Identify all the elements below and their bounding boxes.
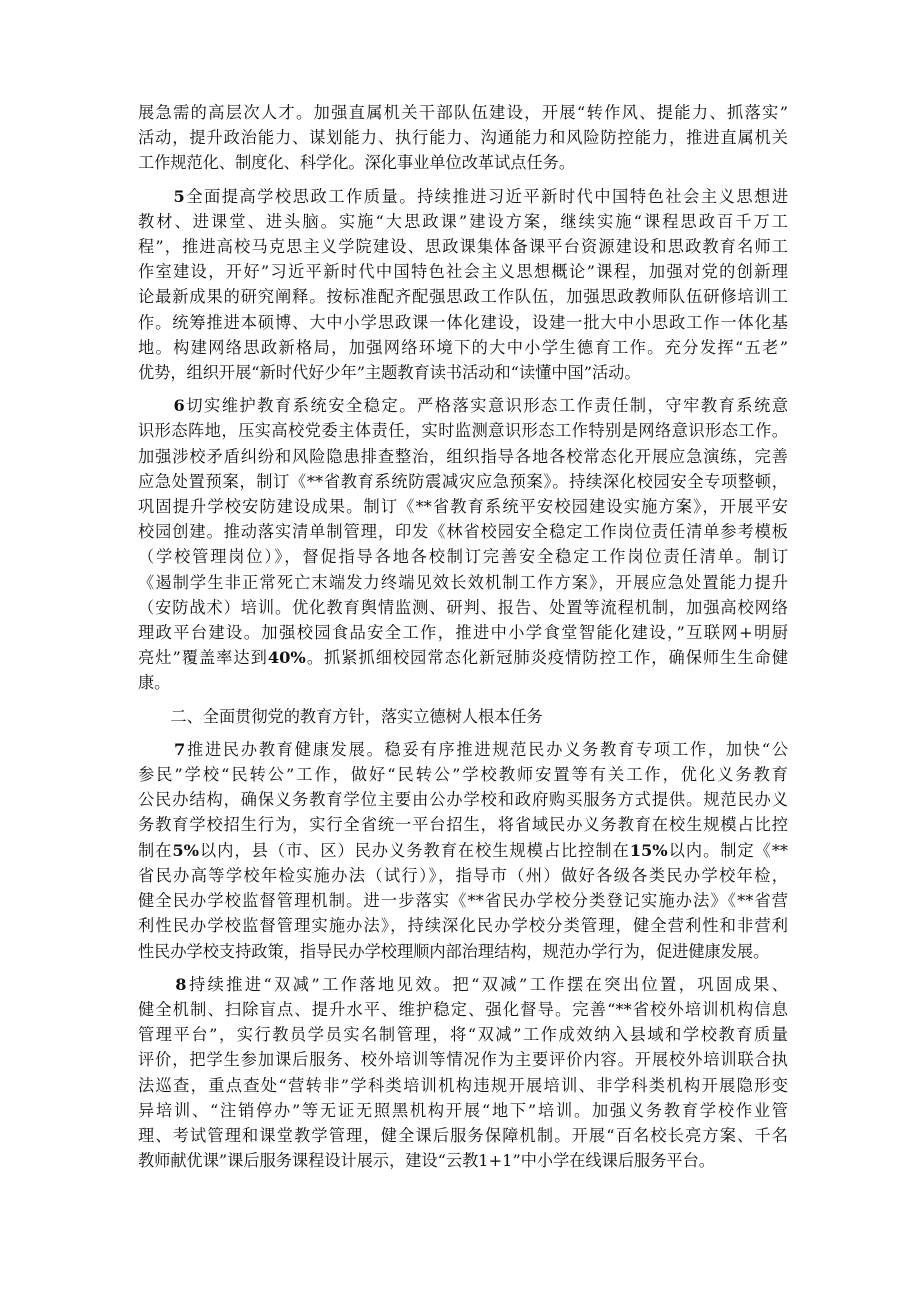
text-line: 作室建设，开好”习近平新时代中国特色社会主义思想概论”课程，加强对党的创新理 <box>138 262 788 282</box>
text-line: 管理平台”，实行教员学员实名制管理，将“双减”工作成效纳入县域和学校教育质量 <box>138 1025 788 1045</box>
text-line: 理、考试管理和课堂教学管理，健全课后服务保障机制。开展“百名校长亮方案、千名 <box>138 1125 788 1145</box>
document-body <box>138 100 788 1173</box>
text-line: 推进民办教育健康发展。稳妥有序推进规范民办义务教育专项工作，加快“公 <box>185 739 789 759</box>
text-line: 省民办高等学校年检实施办法（试行）》，指导市（州）做好各级各类民办学校年检， <box>138 865 788 885</box>
text-line: 展急需的高层次人才。加强直属机关干部队伍建设，开展“转作风、提能力、抓落实” <box>138 103 788 122</box>
paragraph-item-5 <box>138 184 788 386</box>
text-line: 评价，把学生参加课后服务、校外培训等情况作为主要评价内容。开展校外培训联合执 <box>138 1050 788 1070</box>
section-heading <box>138 704 788 729</box>
text-line: 公民办结构，确保义务教育学位主要由公办学校和政府购买服务方式提供。规范民办义 <box>138 790 788 810</box>
text-line: （安防战术）培训。优化教育舆情监测、研判、报告、处置等流程机制，加强高校网络 <box>138 597 788 617</box>
item-number: 5 <box>173 186 185 206</box>
text-line: 健全民办学校监督管理机制。进一步落实《**省民办学校分类登记实施办法》《**省营 <box>138 891 788 911</box>
text-line: 法巡查，重点查处“营转非”学科类培训机构违规开展培训、非学科类机构开展隐形变 <box>138 1075 788 1095</box>
text-line: 健全机制、扫除盲点、提升水平、维护稳定、强化督导。完善“**省校外培训机构信息 <box>138 999 788 1019</box>
text-line: 性民办学校支持政策，指导民办学校理顺内部治理结构，规范办学行为，促进健康发展。 <box>138 941 770 961</box>
text-line: 利性民办学校监督管理实施办法》，持续深化民办学校分类管理，健全营利性和非营利 <box>138 916 788 936</box>
text-line-first <box>138 184 788 209</box>
item-number: 7 <box>173 739 186 759</box>
text-line: 全面提高学校思政工作质量。持续推进习近平新时代中国特色社会主义思想进 <box>184 186 789 206</box>
text-line: （学校管理岗位）》，督促指导各地各校制订完善安全稳定工作岗位责任清单。制订 <box>138 547 788 567</box>
text-line: 切实维护教育系统安全稳定。严格落实意识形态工作责任制，守牢教育系统意 <box>184 396 789 416</box>
text-line: 程”，推进高校马克思主义学院建设、思政课集体备课平台资源建设和思政教育名师工 <box>138 237 788 257</box>
text-line: 教师献优课”课后服务课程设计展示，建设“云教1+1”中小学在线课后服务平台。 <box>138 1151 715 1171</box>
section-heading-text: 二、全面贯彻党的教育方针，落实立德树人根本任务 <box>170 706 543 726</box>
text-line: 务教育学校招生行为，实行全省统一平台招生，将省域民办义务教育在校生规模占比控 <box>138 815 788 835</box>
text-line-first <box>138 393 788 418</box>
paragraph-item-8 <box>138 972 788 1174</box>
paragraph-item-7 <box>138 737 788 964</box>
text-line: 加强涉校矛盾纠纷和风险隐患排查整治，组织指导各地各校常态化开展应急演练，完善 <box>138 446 788 466</box>
paragraph-continuation <box>138 100 788 176</box>
text-line: 异培训、“注销停办”等无证无照黑机构开展“地下”培训。加强义务教育学校作业管 <box>138 1100 788 1120</box>
text-line: 制在5%以内，县（市、区）民办义务教育在校生规模占比控制在15%以内。制定《** <box>138 840 789 860</box>
text-line: 康。 <box>138 673 171 693</box>
text-line: 教材、进课堂、进头脑。实施“大思政课”建设方案，继续实施“课程思政百千万工 <box>138 211 788 231</box>
text-line: 持续推进“双减”工作落地见效。把“双减”工作摆在突出位置，巩固成果、 <box>186 974 788 994</box>
text-line: 参民”学校“民转公”工作，做好“民转公”学校教师安置等有关工作，优化义务教育 <box>138 765 788 785</box>
text-line: 《遏制学生非正常死亡末端发力终端见效长效机制工作方案》，开展应急处置能力提升 <box>138 572 788 592</box>
text-line: 活动，提升政治能力、谋划能力、执行能力、沟通能力和风险防控能力，推进直属机关 <box>138 128 788 148</box>
text-line: 巩固提升学校安防建设成果。制订《**省教育系统平安校园建设实施方案》，开展平安 <box>138 497 788 517</box>
text-line: 应急处置预案，制订《**省教育系统防震减灾应急预案》。持续深化校园安全专项整顿， <box>138 471 788 491</box>
text-line: 校园创建。推动落实清单制管理，印发《林省校园安全稳定工作岗位责任清单参考模板 <box>138 522 788 542</box>
text-line: 理政平台建设。加强校园食品安全工作，推进中小学食堂智能化建设，”互联网+明厨 <box>138 623 788 643</box>
text-line: 论最新成果的研究阐释。按标准配齐配强思政工作队伍，加强思政教师队伍研修培训工 <box>138 287 788 307</box>
text-line: 优势，组织开展“新时代好少年”主题教育读书活动和“读懂中国”活动。 <box>138 363 641 383</box>
text-line: 作。统筹推进本硕博、大中小学思政课一体化建设，设建一批大中小思政工作一体化基 <box>138 312 788 332</box>
item-number: 8 <box>175 974 187 994</box>
paragraph-item-6 <box>138 393 788 695</box>
text-line: 亮灶”覆盖率达到40%。抓紧抓细校园常态化新冠肺炎疫情防控工作，确保师生生命健 <box>138 648 789 668</box>
text-line: 地。构建网络思政新格局，加强网络环境下的大中小学生德育工作。充分发挥“五老” <box>138 337 788 357</box>
text-line: 工作规范化、制度化、科学化。深化事业单位改革试点任务。 <box>138 153 576 173</box>
item-number: 6 <box>173 396 185 416</box>
text-line-first <box>138 737 788 762</box>
text-line-first <box>138 972 788 997</box>
text-line: 识形态阵地，压实高校党委主体责任，实时监测意识形态工作特别是网络意识形态工作。 <box>138 421 788 441</box>
